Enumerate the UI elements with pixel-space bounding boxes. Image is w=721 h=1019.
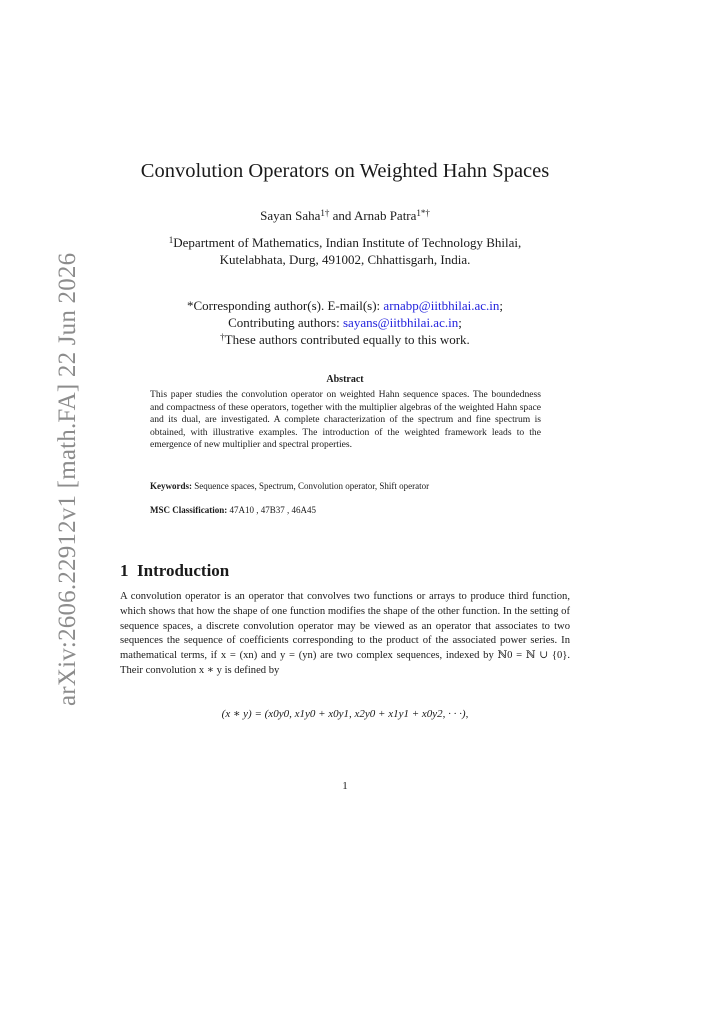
contributing-label: Contributing authors: bbox=[228, 315, 343, 330]
paper-title: Convolution Operators on Weighted Hahn Spaces bbox=[140, 160, 550, 182]
equal-contribution-note: These authors contributed equally to this work. bbox=[224, 332, 470, 347]
msc-label: MSC Classification: bbox=[150, 505, 228, 515]
keywords-label: Keywords: bbox=[150, 481, 192, 491]
page-number: 1 bbox=[342, 780, 348, 792]
punctuation: ; bbox=[499, 298, 503, 313]
affiliation bbox=[120, 234, 570, 268]
dagger-mark: † bbox=[220, 332, 225, 342]
punctuation: ; bbox=[458, 315, 462, 330]
affiliation-line: Kutelabhata, Durg, 491002, Chhattisgarh, India. bbox=[219, 252, 471, 267]
keywords-line bbox=[150, 481, 541, 491]
affiliation-mark: 1 bbox=[168, 235, 174, 245]
affiliation-line: Department of Mathematics, Indian Institute of Technology Bhilai, bbox=[173, 235, 522, 250]
contributing-email-link[interactable]: sayans@iitbhilai.ac.in bbox=[342, 315, 459, 330]
section-number: 1 bbox=[120, 561, 129, 580]
abstract-heading: Abstract bbox=[326, 374, 364, 385]
author-affiliation-mark: 1*† bbox=[416, 208, 430, 218]
keywords-text: Sequence spaces, Spectrum, Convolution operator, Shift operator bbox=[192, 481, 430, 491]
author-connector: and bbox=[329, 208, 354, 223]
arxiv-side-stamp bbox=[14, 252, 81, 706]
author-name: Arnab Patra bbox=[353, 208, 417, 223]
section-title: Introduction bbox=[137, 561, 230, 580]
corresponding-email-link[interactable]: arnabp@iitbhilai.ac.in bbox=[383, 298, 500, 313]
msc-text: 47A10 , 47B37 , 46A45 bbox=[227, 505, 317, 515]
correspondence-block bbox=[120, 297, 570, 348]
arxiv-identifier: arXiv:2606.22912v1 [math.FA] 22 Jun 2026 bbox=[54, 252, 81, 706]
correspondence-label: *Corresponding author(s). E-mail(s): bbox=[187, 298, 384, 313]
section-heading bbox=[120, 561, 580, 581]
introduction-paragraph: A convolution operator is an operator that convolves two functions or arrays to produce third function, which shows that how the shape of one function modifies the shape of the other function. In the setting of sequence spaces, a discrete convolution operator may be viewed as an operator that associates to two sequences the sequence of coefficients corresponding to the product of the associated power series. In mathematical terms, if x = (xn) and y = (yn) are two complex sequences, indexed by ℕ0 = ℕ ∪ {0}. Their convolution x ∗ y is defined by bbox=[120, 591, 570, 676]
abstract-text: This paper studies the convolution operator on weighted Hahn sequence spaces. The boundedness and compactness of these operators, together with the multiplier algebras of the weighted Hahn space and its dual, are investigated. A complete characterization of the spectrum and fine spectrum is obtained, with illustrative examples. The introduction of the weighted framework leads to the emergence of new multiplier and spectral properties. bbox=[150, 389, 541, 450]
author-line bbox=[120, 208, 570, 224]
msc-line bbox=[150, 505, 541, 515]
author-affiliation-mark: 1† bbox=[320, 208, 330, 218]
author-name: Sayan Saha bbox=[260, 208, 321, 223]
convolution-equation: (x ∗ y) = (x0y0, x1y0 + x0y1, x2y0 + x1y1 + x0y2, · · ·), bbox=[221, 708, 469, 720]
